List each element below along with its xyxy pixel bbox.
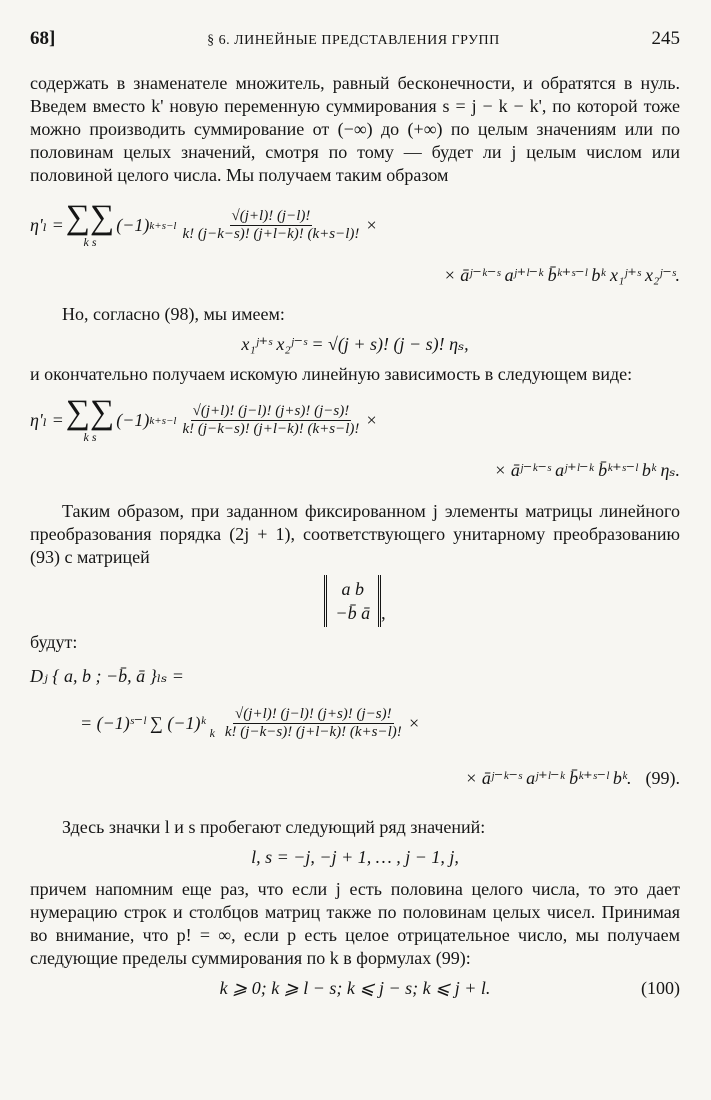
equation-1	[30, 201, 680, 293]
paragraph-7: причем напомним еще раз, что если j есть половина целого числа, то это дает нумерацию строк и столбцов матриц также по половинам целых чисел. Принимая во внимание, что p! = ∞, если p есть целое отрицательное число, мы получаем следующие пределы суммирования по k в формулах (99):	[30, 879, 680, 968]
eq3-lhs: η'ₗ =	[30, 410, 64, 430]
eq1-numerator: √(j+l)! (j−l)!	[231, 208, 311, 224]
eq4-lhs: Dⱼ { a, b ; −b̄, ā }ₗₛ =	[30, 666, 184, 686]
paragraph-2: Но, согласно (98), мы имеем:	[62, 304, 285, 324]
eq1-fraction	[181, 208, 362, 243]
matrix-row-1: a b	[341, 579, 364, 599]
eq4-number: (99).	[645, 768, 680, 788]
page	[30, 28, 680, 1002]
equation-4	[30, 662, 680, 812]
equation-6	[30, 978, 680, 1002]
eq3-sign: (−1)	[116, 410, 150, 430]
eq6-number: (100)	[641, 978, 680, 998]
running-header	[30, 28, 680, 50]
eq4-numerator: √(j+l)! (j−l)! (j+s)! (j−s)!	[235, 706, 392, 722]
paragraph-1: содержать в знаменателе множитель, равный бесконечности, и обратятся в нуль. Введем вместо k' новую переменную суммирования s = j − k − k', по которой тоже можно производить суммирование от (−∞) до (+∞) по целым значениям или по половинам целых значений, смотря по тому — будет ли j целым числом или половиной целого числа. Мы получаем таким образом	[30, 73, 680, 185]
paragraph-6: Здесь значки l и s пробегают следующий ряд значений:	[62, 817, 486, 837]
eq4-line2-row	[465, 768, 680, 789]
eq1-line2: × āʲ⁻ᵏ⁻ˢ aʲ⁺ˡ⁻ᵏ b̄ᵏ⁺ˢ⁻ˡ bᵏ x₁ʲ⁺ˢ x₂ʲ⁻ˢ.	[443, 265, 680, 285]
eq4-line2: × āʲ⁻ᵏ⁻ˢ aʲ⁺ˡ⁻ᵏ b̄ᵏ⁺ˢ⁻ˡ bᵏ.	[465, 768, 632, 788]
eq3-fraction	[181, 403, 362, 438]
eq4-sum-index: k	[209, 726, 215, 740]
paragraph-5: будут:	[30, 632, 78, 652]
eq3-sum: ∑∑	[65, 394, 115, 431]
eq3-numerator: √(j+l)! (j−l)! (j+s)! (j−s)!	[192, 403, 350, 419]
matrix-row-2: −b̄ ā	[335, 603, 371, 623]
eq1-lhs: η'ₗ =	[30, 215, 64, 235]
eq1-sign: (−1)	[116, 215, 150, 235]
section-number: 68]	[30, 28, 56, 49]
eq3-denominator: k! (j−k−s)! (j+l−k)! (k+s−l)!	[182, 421, 360, 437]
eq1-sum: ∑∑	[65, 199, 115, 236]
eq4-denominator: k! (j−k−s)! (j+l−k)! (k+s−l)!	[224, 724, 402, 740]
eq3-sign-exp: k+s−l	[149, 414, 177, 427]
eq1-sum-index: k s	[83, 235, 97, 249]
eq4-sign: = (−1)ˢ⁻ˡ ∑ (−1)ᵏ	[80, 713, 206, 733]
eq3-sum-index: k s	[83, 430, 97, 444]
matrix-block: a b −b̄ ā ,	[30, 575, 680, 627]
eq6-text: k ⩾ 0; k ⩾ l − s; k ⩽ j − s; k ⩽ j + l.	[219, 978, 491, 998]
matrix	[324, 575, 381, 627]
equation-3	[30, 396, 680, 488]
eq4-fraction	[223, 706, 404, 741]
eq1-denominator: k! (j−k−s)! (j+l−k)! (k+s−l)!	[182, 226, 360, 242]
paragraph-4: Таким образом, при заданном фиксированном j элементы матрицы линейного преобразования порядка (2j + 1), соответствующего унитарному преобразованию (93) с матрицей	[30, 501, 680, 567]
page-number: 245	[651, 28, 680, 49]
eq4-times: ×	[407, 713, 420, 733]
eq1-times: ×	[365, 215, 378, 235]
eq1-sign-exp: k+s−l	[149, 219, 177, 232]
paragraph-3: и окончательно получаем искомую линейную зависимость в следующем виде:	[30, 364, 633, 384]
eq3-times: ×	[365, 410, 378, 430]
running-title: § 6. ЛИНЕЙНЫЕ ПРЕДСТАВЛЕНИЯ ГРУПП	[207, 33, 500, 48]
eq3-line2: × āʲ⁻ᵏ⁻ˢ aʲ⁺ˡ⁻ᵏ b̄ᵏ⁺ˢ⁻ˡ bᵏ ηₛ.	[494, 460, 680, 480]
equation-5: l, s = −j, −j + 1, … , j − 1, j,	[251, 847, 459, 867]
equation-2: x₁ʲ⁺ˢ x₂ʲ⁻ˢ = √(j + s)! (j − s)! ηₛ,	[241, 334, 469, 354]
